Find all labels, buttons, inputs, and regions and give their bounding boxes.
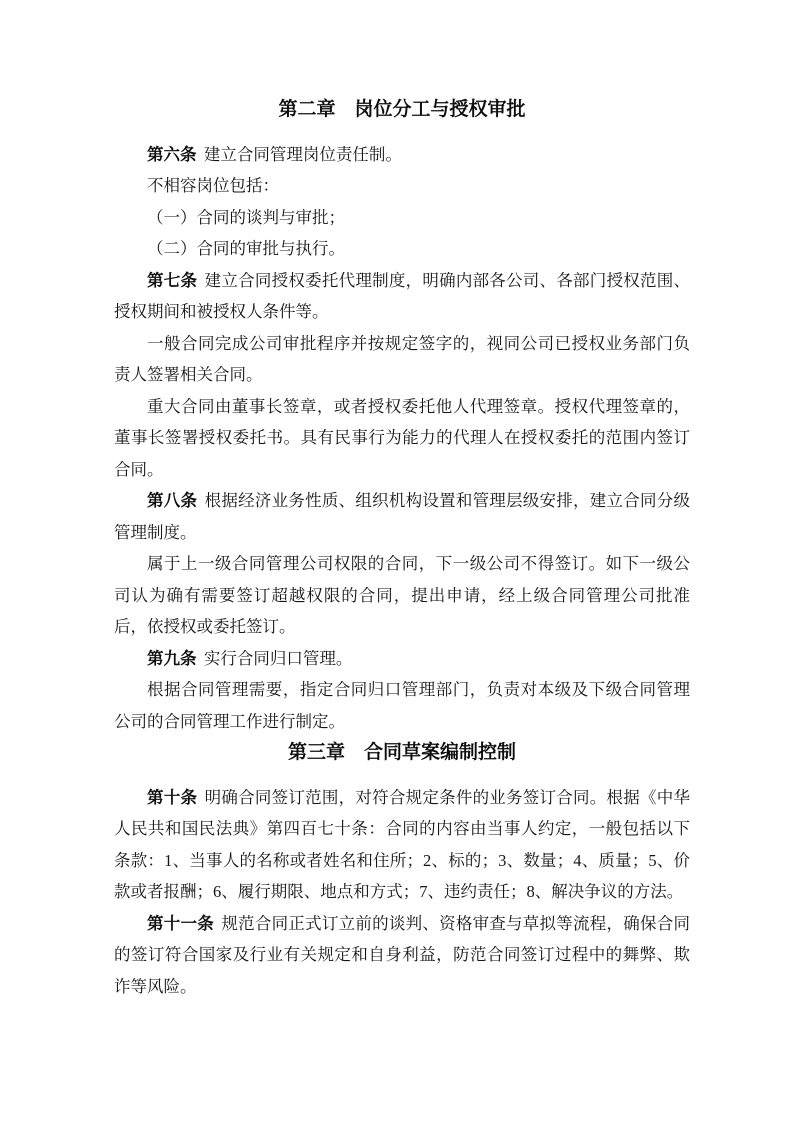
document-content [114,94,690,1002]
paragraph [114,908,690,1003]
paragraph [114,170,690,202]
article-number-label: 第六条 [147,144,197,164]
paragraph [114,233,690,265]
article-number-label: 第十一条 [147,913,214,933]
paragraph-text: 重大合同由董事长签章，或者授权委托他人代理签章。授权代理签章的，董事长签署授权委托书。具有民事行为能力的代理人在授权委托的范围内签订合同。 [114,396,690,479]
paragraph [114,202,690,234]
paragraph [114,391,690,486]
paragraph [114,139,690,171]
paragraph-text: （二）合同的审批与执行。 [147,239,345,258]
paragraph [114,485,690,548]
chapter-heading: 第三章 合同草案编制控制 [287,742,516,763]
paragraph [114,782,690,908]
article-number-label: 第十条 [147,787,198,807]
paragraph-text: 根据合同管理需要，指定合同归口管理部门，负责对本级及下级合同管理公司的合同管理工作进行制定。 [114,680,690,731]
paragraph-text: 不相容岗位包括： [147,176,279,195]
chapter-heading: 第二章 岗位分工与授权审批 [278,99,526,120]
paragraph [114,643,690,675]
paragraph-text: 建立合同管理岗位责任制。 [203,144,402,164]
article-number-label: 第七条 [147,270,198,290]
paragraph-text: 建立合同授权委托代理制度，明确内部各公司、各部门授权范围、授权期间和被授权人条件等。 [114,270,691,321]
paragraph-text: 一般合同完成公司审批程序并按规定签字的，视同公司已授权业务部门负责人签署相关合同。 [114,333,690,384]
paragraph [114,674,690,737]
paragraph [114,548,690,643]
paragraph [114,265,690,328]
paragraph-text: 实行合同归口管理。 [203,648,353,668]
paragraph [114,328,690,391]
paragraph-text: 属于上一级合同管理公司权限的合同，下一级公司不得签订。如下一级公司认为确有需要签订超越权限的合同，提出申请，经上级合同管理公司批准后，依授权或委托签订。 [114,554,690,636]
paragraph-text: 明确合同签订范围，对符合规定条件的业务签订合同。根据《中华人民共和国民法典》第四百七十条：合同的内容由当事人约定，一般包括以下条款：1、当事人的名称或者姓名和住所；2、标的；3、数量；4、质量；5、价款或者报酬；6、履行期限、地点和方式；7、违约责任；8、解决争议的方法。 [114,787,691,901]
paragraph-text: （一）合同的谈判与审批； [147,207,345,227]
article-number-label: 第九条 [147,648,197,668]
paragraph-text: 根据经济业务性质、组织机构设置和管理层级安排，建立合同分级管理制度。 [114,491,691,542]
paragraph-text: 规范合同正式订立前的谈判、资格审查与草拟等流程，确保合同的签订符合国家及行业有关规定和自身利益，防范合同签订过程中的舞弊、欺诈等风险。 [114,913,691,996]
article-number-label: 第八条 [147,491,198,510]
